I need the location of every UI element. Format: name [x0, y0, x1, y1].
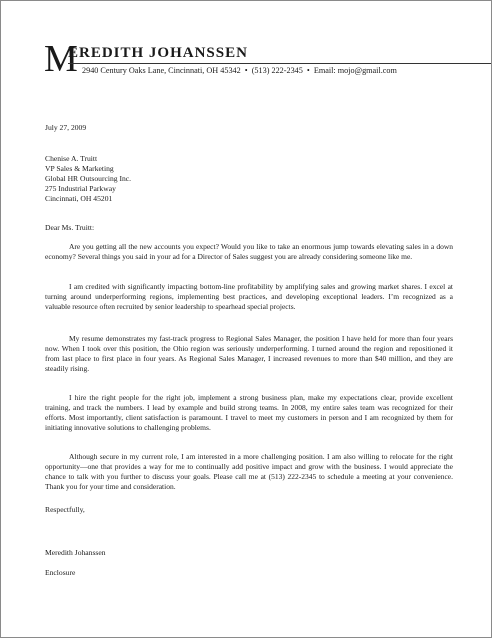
sender-name: EREDITH JOHANSSEN	[68, 45, 248, 61]
sender-phone: (513) 222-2345	[251, 66, 303, 75]
recipient-name: Chenise A. Truitt	[45, 154, 98, 163]
closing: Respectfully,	[45, 505, 85, 514]
recipient-street: 275 Industrial Parkway	[45, 184, 116, 193]
letter-date: July 27, 2009	[45, 123, 87, 132]
separator-dot: •	[244, 66, 248, 75]
salutation: Dear Ms. Truitt:	[45, 223, 95, 232]
recipient-block	[45, 154, 131, 204]
paragraph-credentials: I am credited with significantly impacting bottom-line profitability by amplifying sales and growing market shares. I excel at turning around underperforming regions, implementing best practices, and developing exceptional leaders. I’m recognized as a valuable resource often recruited by senior leadership to spearhead special projects.	[45, 282, 453, 311]
letterhead	[44, 38, 454, 81]
enclosure-note: Enclosure	[45, 568, 76, 577]
recipient-city: Cincinnati, OH 45201	[45, 194, 113, 203]
letterhead-rule	[68, 63, 492, 64]
paragraph-closing: Although secure in my current role, I am interested in a more challenging position. I am also willing to relocate for the right opportunity—one that provides a way for me to continually add positive impact and grow with the business. I would appreciate the chance to talk with you further to discuss your goals. Please call me at (513) 222-2345 to schedule a meeting at your convenience. Thank you for your time and consideration.	[45, 452, 453, 491]
sender-address: 2940 Century Oaks Lane, Cincinnati, OH 45342	[82, 66, 241, 75]
recipient-company: Global HR Outsourcing Inc.	[45, 174, 132, 183]
paragraph-resume: My resume demonstrates my fast-track progress to Regional Sales Manager, the position I have held for more than four years now. When I took over this position, the Ohio region was seriously underperforming. I turned around the region and repositioned it from last place to first place in four years. As Regional Sales Manager, I increased revenues to more than $40 million, and they are steadily rising.	[45, 334, 453, 373]
signature-name: Meredith Johanssen	[45, 548, 106, 557]
name-initial: M	[44, 38, 77, 80]
contact-line	[82, 66, 397, 75]
separator-dot: •	[306, 66, 310, 75]
paragraph-intro: Are you getting all the new accounts you expect? Would you like to take an enormous jump towards elevating sales in a down economy? Several things you said in your ad for a Director of Sales suggest you are already considering someone like me.	[45, 242, 453, 261]
recipient-title: VP Sales & Marketing	[45, 164, 114, 173]
paragraph-leadership: I hire the right people for the right job, implement a strong business plan, make my expectations clear, provide excellent training, and track the numbers. I lead by example and build strong teams. In 2008, my entire sales team was recognized for their efforts. Most importantly, client satisfaction is paramount. I travel to meet my customers in person and I am recognized by them for initiating innovative solutions to challenging problems.	[45, 393, 453, 432]
sender-email: Email: mojo@gmail.com	[313, 66, 397, 75]
